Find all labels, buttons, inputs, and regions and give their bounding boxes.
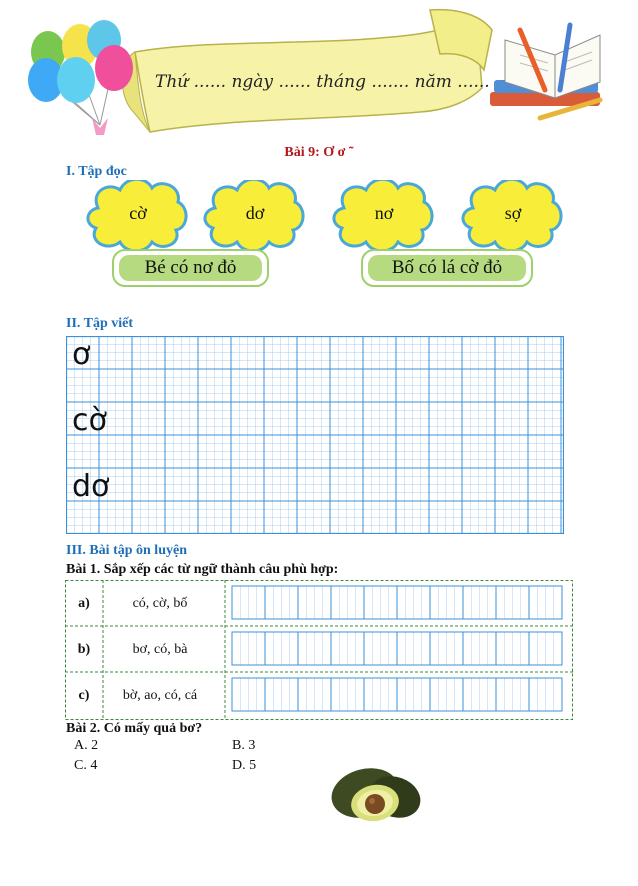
balloons-icon [28,20,133,135]
option-a[interactable]: A. 2 [74,738,99,753]
date-line: Thứ ...... ngày ...... tháng ....... năm ...... [155,72,490,92]
row-b-words: bơ, có, bà [132,642,188,657]
avocado-picture [325,765,425,825]
reading-sentence-2: Bố có lá cờ đỏ [391,257,503,278]
option-d[interactable]: D. 5 [232,758,257,773]
exercise-1-title: Bài 1. Sắp xếp các từ ngữ thành câu phù hợp: [66,562,339,577]
row-a-words: có, cờ, bố [132,596,188,611]
lesson-title: Bài 9: Ơ ơ ˜ [284,145,354,160]
row-a-label: a) [78,596,90,611]
reading-word-2: dơ [245,203,265,223]
reading-shapes [0,180,638,300]
reading-word-1: cờ [129,203,147,223]
ribbon-banner [122,10,492,132]
reading-sentence-1: Bé có nơ đỏ [144,257,237,278]
writing-letter-2: cờ [72,403,107,438]
row-c-words: bờ, ao, có, cá [122,688,198,703]
writing-grid [66,336,564,534]
option-c[interactable]: C. 4 [74,758,98,773]
writing-letter-3: dơ [72,469,110,504]
writing-letter-1: ơ [72,337,91,372]
row-b-label: b) [77,642,91,657]
reading-word-3: nơ [374,203,394,223]
practice-section-title: III. Bài tập ôn luyện [66,543,187,558]
writing-section-title: II. Tập viết [66,316,134,331]
reading-word-4: sợ [504,203,522,223]
reading-section-title: I. Tập đọc [66,164,127,179]
books-pencils-icon [490,25,600,118]
exercise-2-title: Bài 2. Có mấy quả bơ? [66,721,203,736]
option-b[interactable]: B. 3 [232,738,256,753]
row-c-label: c) [78,688,90,703]
